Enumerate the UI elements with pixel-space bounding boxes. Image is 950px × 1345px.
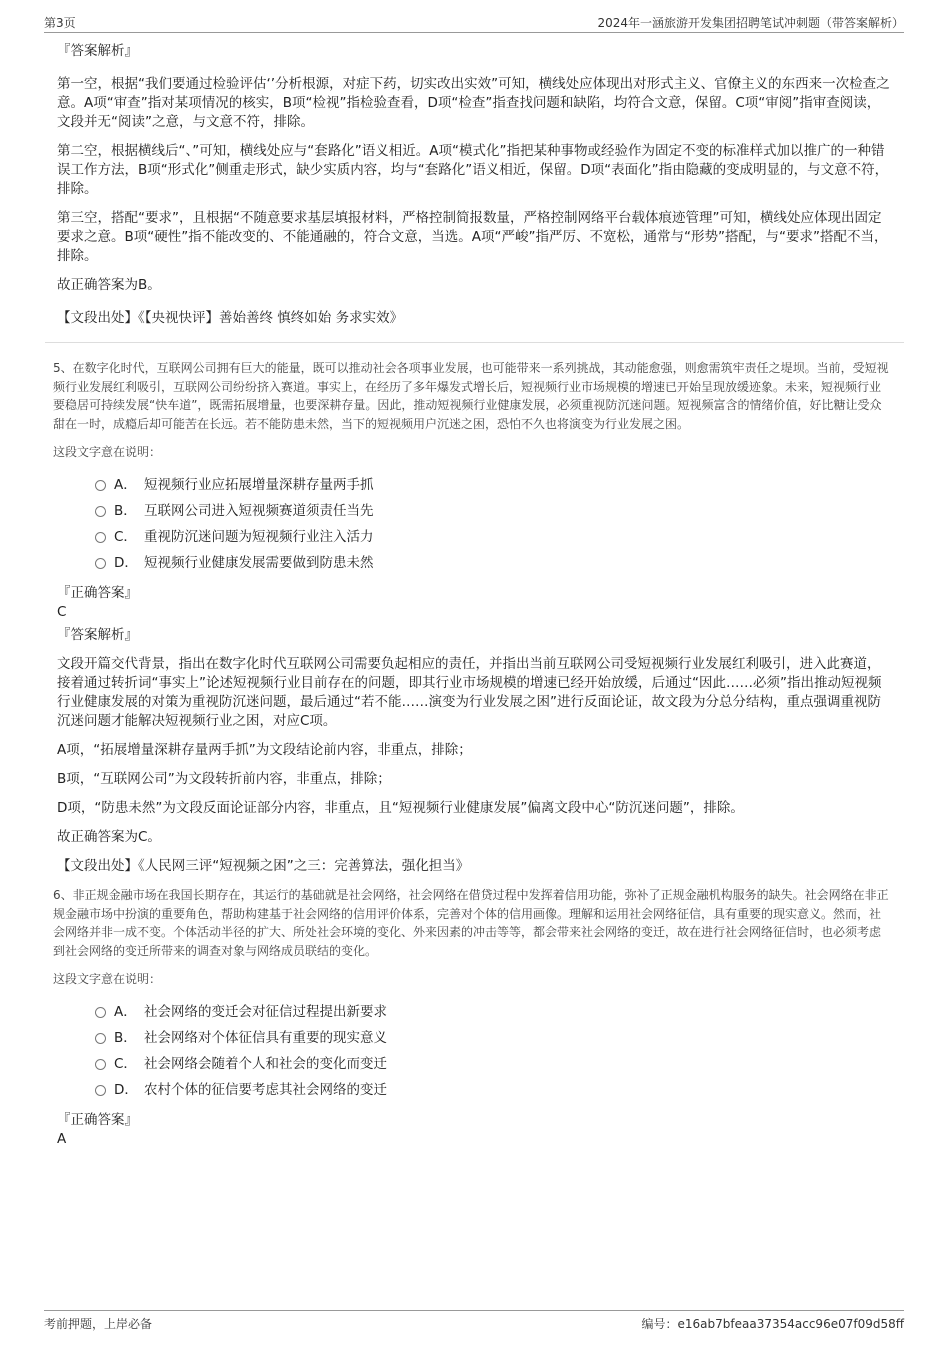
document-id: 编号：e16ab7bfeaa37354acc96e07f09d58ff <box>641 1317 904 1331</box>
q5-answer: C <box>57 604 67 620</box>
q4-source: 【文段出处】《【央视快评】善始善终 慎终如始 务求实效》 <box>57 310 404 326</box>
q4-analysis-para-3: 第三空，搭配“要求”，且根据“不随意要求基层填报材料，严格控制简报数量，严格控制网络平台载体痕迹管理”可知，横线处应体现出固定要求之意。B项“硬性”指不能改变的、不能通融的，符合文意，当选。A项“严峻”指严厉、不宽松，通常与“形势”搭配，与“要求”搭配不当，排除。 <box>57 210 888 264</box>
q6-options <box>95 999 892 1103</box>
q5-stem: 5、在数字化时代，互联网公司拥有巨大的能量，既可以推动社会各项事业发展，也可能带来一系列挑战，其动能愈强，则愈需筑牢责任之堤坝。当前，受短视频行业发展红利吸引，互联网公司纷纷挤入赛道。事实上，在经历了多年爆发式增长后，短视频行业市场规模的增速已开始呈现放缓迹象。未来，短视频行业要稳居可持续发展“快车道”，既需拓展增量，也要深耕存量。因此，推动短视频行业健康发展，必须重视防沉迷问题。短视频富含的情绪价值，好比糖让受众甜在一时，成瘾后却可能苦在长远。若不能防患未然，当下的短视频用户沉迷之困，恐怕不久也将演变为行业发展之困。 <box>53 361 889 431</box>
page-header <box>44 10 904 33</box>
q5-prompt: 这段文字意在说明： <box>53 445 162 459</box>
q5-option-d[interactable]: D． 短视频行业健康发展需要做到防患未然 <box>95 550 892 576</box>
q5-conclusion: 故正确答案为C。 <box>57 829 161 845</box>
q6-answer: A <box>57 1131 67 1147</box>
question-6 <box>53 886 892 1149</box>
q4-analysis-section <box>57 42 892 328</box>
q6-option-a[interactable]: A． 社会网络的变迁会对征信过程提出新要求 <box>95 999 892 1025</box>
q5-answer-label: 『正确答案』 <box>57 585 138 601</box>
q5-analysis-para-3: B项，“互联网公司”为文段转折前内容，非重点，排除； <box>57 771 391 787</box>
radio-icon[interactable] <box>95 1007 106 1018</box>
q5-option-b[interactable]: B． 互联网公司进入短视频赛道须责任当先 <box>95 498 892 524</box>
divider <box>45 342 904 343</box>
radio-icon[interactable] <box>95 1085 106 1096</box>
q6-answer-label: 『正确答案』 <box>57 1112 138 1128</box>
radio-icon[interactable] <box>95 506 106 517</box>
q5-analysis-para-1: 文段开篇交代背景，指出在数字化时代互联网公司需要负起相应的责任，并指出当前互联网公司受短视频行业发展红利吸引，进入此赛道，接着通过转折词“事实上”论述短视频行业目前存在的问题，即其行业市场规模的增速已经开始放缓，后通过“因此……必须”指出推动短视频行业健康发展的对策为重视防沉迷问题，最后通过“若不能……演变为行业发展之困”进行反面论证，故文段为分总分结构，重点强调重视防沉迷问题才能解决短视频行业之困，对应C项。 <box>57 656 882 729</box>
q5-analysis-para-4: D项，“防患未然”为文段反面论证部分内容，非重点，且“短视频行业健康发展”偏离文段中心“防沉迷问题”，排除。 <box>57 800 744 816</box>
q4-conclusion: 故正确答案为B。 <box>57 277 161 293</box>
q6-option-c[interactable]: C． 社会网络会随着个人和社会的变化而变迁 <box>95 1051 892 1077</box>
radio-icon[interactable] <box>95 480 106 491</box>
q5-analysis-para-2: A项，“拓展增量深耕存量两手抓”为文段结论前内容，非重点，排除； <box>57 742 472 758</box>
question-5 <box>53 359 892 876</box>
q6-prompt: 这段文字意在说明： <box>53 972 162 986</box>
radio-icon[interactable] <box>95 558 106 569</box>
q4-analysis-label: 『答案解析』 <box>57 43 138 59</box>
page-number: 第3页 <box>44 16 76 30</box>
document-title: 2024年一涵旅游开发集团招聘笔试冲刺题（带答案解析） <box>597 16 904 30</box>
q4-analysis-para-2: 第二空，根据横线后“、”可知，横线处应与“套路化”语义相近。A项“模式化”指把某种事物或经验作为固定不变的标准样式加以推广的一种错误工作方法，B项“形式化”侧重走形式，缺少实质内容，均与“套路化”语义相近，保留。D项“表面化”指由隐藏的变成明显的，与文意不符，排除。 <box>57 143 889 197</box>
radio-icon[interactable] <box>95 1033 106 1044</box>
radio-icon[interactable] <box>95 532 106 543</box>
radio-icon[interactable] <box>95 1059 106 1070</box>
q5-option-a[interactable]: A． 短视频行业应拓展增量深耕存量两手抓 <box>95 472 892 498</box>
q4-analysis-para-1: 第一空，根据“我们要通过检验评估‘’分析根源，对症下药，切实改出实效”可知，横线处应体现出对形式主义、官僚主义的东西来一次检查之意。A项“审查”指对某项情况的核实，B项“检视”指检验查看，D项“检查”指查找问题和缺陷，均符合文意，保留。C项“审阅”指审查阅读，文段并无“阅读”之意，与文意不符，排除。 <box>57 76 890 130</box>
footer-slogan: 考前押题，上岸必备 <box>44 1317 153 1331</box>
q6-stem: 6、非正规金融市场在我国长期存在，其运行的基础就是社会网络，社会网络在借贷过程中发挥着信用功能，弥补了正规金融机构服务的缺失。社会网络在非正规金融市场中扮演的重要角色，帮助构建基于社会网络的信用评价体系，完善对个体的信用画像。理解和运用社会网络征信，具有重要的现实意义。然而，社会网络并非一成不变。个体活动半径的扩大、所处社会环境的变化、外来因素的冲击等等，都会带来社会网络的变迁，故在进行社会网络征信时，也必须考虑到社会网络的变迁所带来的调查对象与网络成员联结的变化。 <box>53 888 889 958</box>
q6-option-d[interactable]: D． 农村个体的征信要考虑其社会网络的变迁 <box>95 1077 892 1103</box>
q5-option-c[interactable]: C． 重视防沉迷问题为短视频行业注入活力 <box>95 524 892 550</box>
q5-options <box>95 472 892 576</box>
q5-source: 【文段出处】《人民网三评“短视频之困”之三：完善算法，强化担当》 <box>57 858 470 874</box>
q5-analysis-label: 『答案解析』 <box>57 627 138 643</box>
q6-option-b[interactable]: B． 社会网络对个体征信具有重要的现实意义 <box>95 1025 892 1051</box>
document-body <box>53 42 892 1153</box>
page-footer <box>44 1310 904 1333</box>
